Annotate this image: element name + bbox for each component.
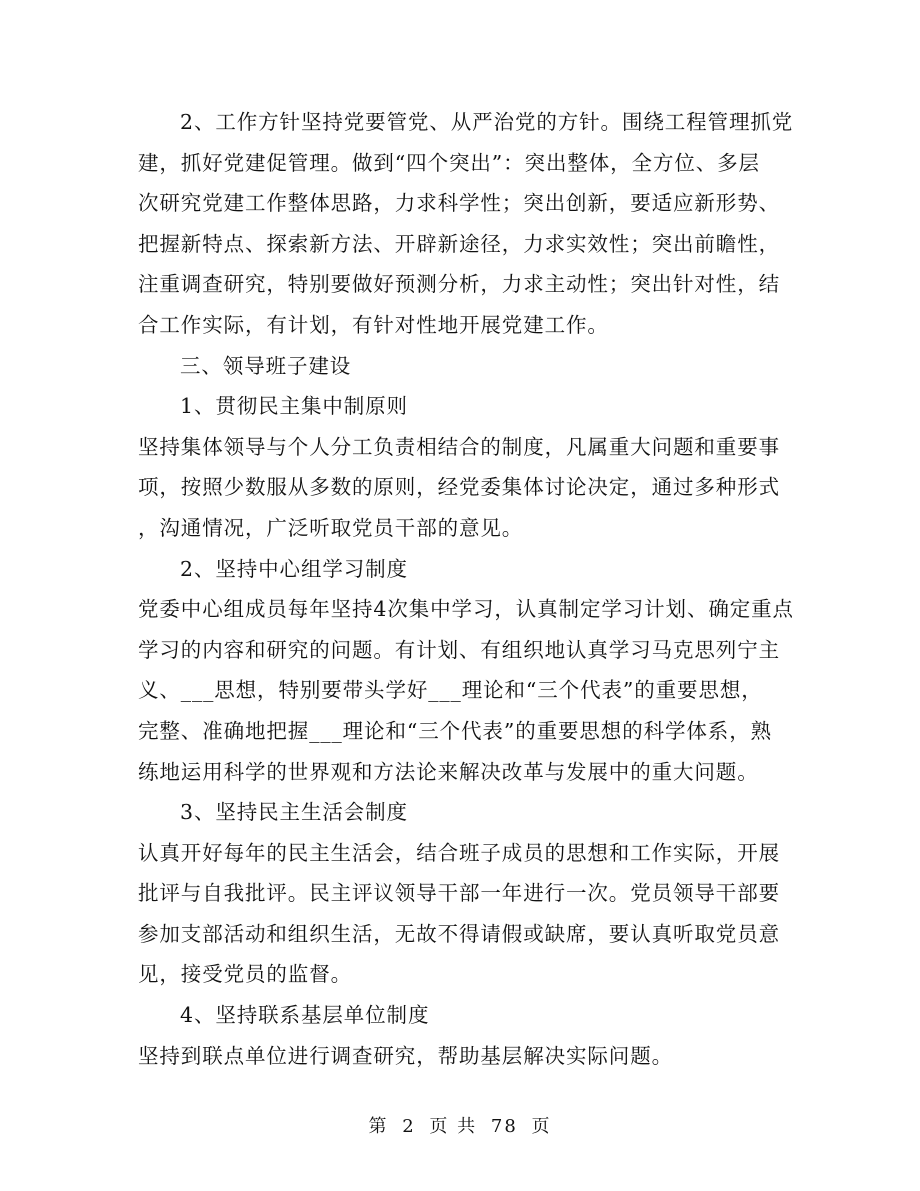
paragraph-line: 把握新特点、探索新方法、开辟新途径，力求实效性；突出前瞻性， bbox=[138, 231, 780, 256]
paragraph-line: 参加支部活动和组织生活，无故不得请假或缺席，要认真听取党员意 bbox=[138, 921, 780, 946]
footer-suffix: 页 bbox=[531, 1116, 552, 1137]
page-footer bbox=[0, 1112, 920, 1138]
subsection-heading: 3、坚持民主生活会制度 bbox=[180, 800, 408, 825]
paragraph-line: 练地运用科学的世界观和方法论来解决改革与发展中的重大问题。 bbox=[138, 759, 759, 784]
paragraph-line: 见，接受党员的监督。 bbox=[138, 962, 352, 987]
paragraph-line: 建，抓好党建促管理。做到“四个突出”：突出整体，全方位、多层 bbox=[138, 150, 760, 175]
subsection-heading: 4、坚持联系基层单位制度 bbox=[180, 1003, 430, 1028]
paragraph-line: 义、___思想，特别要带头学好___理论和“三个代表”的重要思想， bbox=[138, 678, 763, 703]
paragraph-line: 批评与自我批评。民主评议领导干部一年进行一次。党员领导干部要 bbox=[138, 881, 780, 906]
paragraph-line: 坚持集体领导与个人分工负责相结合的制度，凡属重大问题和重要事 bbox=[138, 434, 780, 459]
paragraph-line: 2、工作方针坚持党要管党、从严治党的方针。围绕工程管理抓党 bbox=[180, 110, 794, 134]
document-body bbox=[138, 102, 794, 1076]
subsection-heading: 1、贯彻民主集中制原则 bbox=[180, 394, 408, 419]
subsection-heading: 2、坚持中心组学习制度 bbox=[180, 556, 408, 581]
paragraph-line: 认真开好每年的民主生活会，结合班子成员的思想和工作实际，开展 bbox=[138, 840, 780, 865]
total-pages-number: 78 bbox=[490, 1116, 518, 1137]
footer-prefix: 第 bbox=[368, 1116, 389, 1137]
section-heading: 三、领导班子建设 bbox=[180, 353, 352, 378]
footer-middle: 页 共 bbox=[429, 1116, 478, 1137]
paragraph-line: 合工作实际，有计划，有针对性地开展党建工作。 bbox=[138, 312, 609, 337]
paragraph-line: ，沟通情况，广泛听取党员干部的意见。 bbox=[138, 515, 524, 540]
paragraph-line: 坚持到联点单位进行调查研究，帮助基层解决实际问题。 bbox=[138, 1043, 673, 1068]
paragraph-line: 党委中心组成员每年坚持4次集中学习，认真制定学习计划、确定重点 bbox=[138, 597, 794, 622]
current-page-number: 2 bbox=[402, 1116, 416, 1137]
paragraph-line: 项，按照少数服从多数的原则，经党委集体讨论决定，通过多种形式 bbox=[138, 475, 780, 500]
paragraph-line: 完整、准确地把握___理论和“三个代表”的重要思想的科学体系，熟 bbox=[138, 718, 773, 743]
paragraph-line: 注重调查研究，特别要做好预测分析，力求主动性；突出针对性，结 bbox=[138, 272, 780, 297]
paragraph-line: 学习的内容和研究的问题。有计划、有组织地认真学习马克思列宁主 bbox=[138, 637, 780, 662]
paragraph-line: 次研究党建工作整体思路，力求科学性；突出创新，要适应新形势、 bbox=[138, 191, 780, 216]
